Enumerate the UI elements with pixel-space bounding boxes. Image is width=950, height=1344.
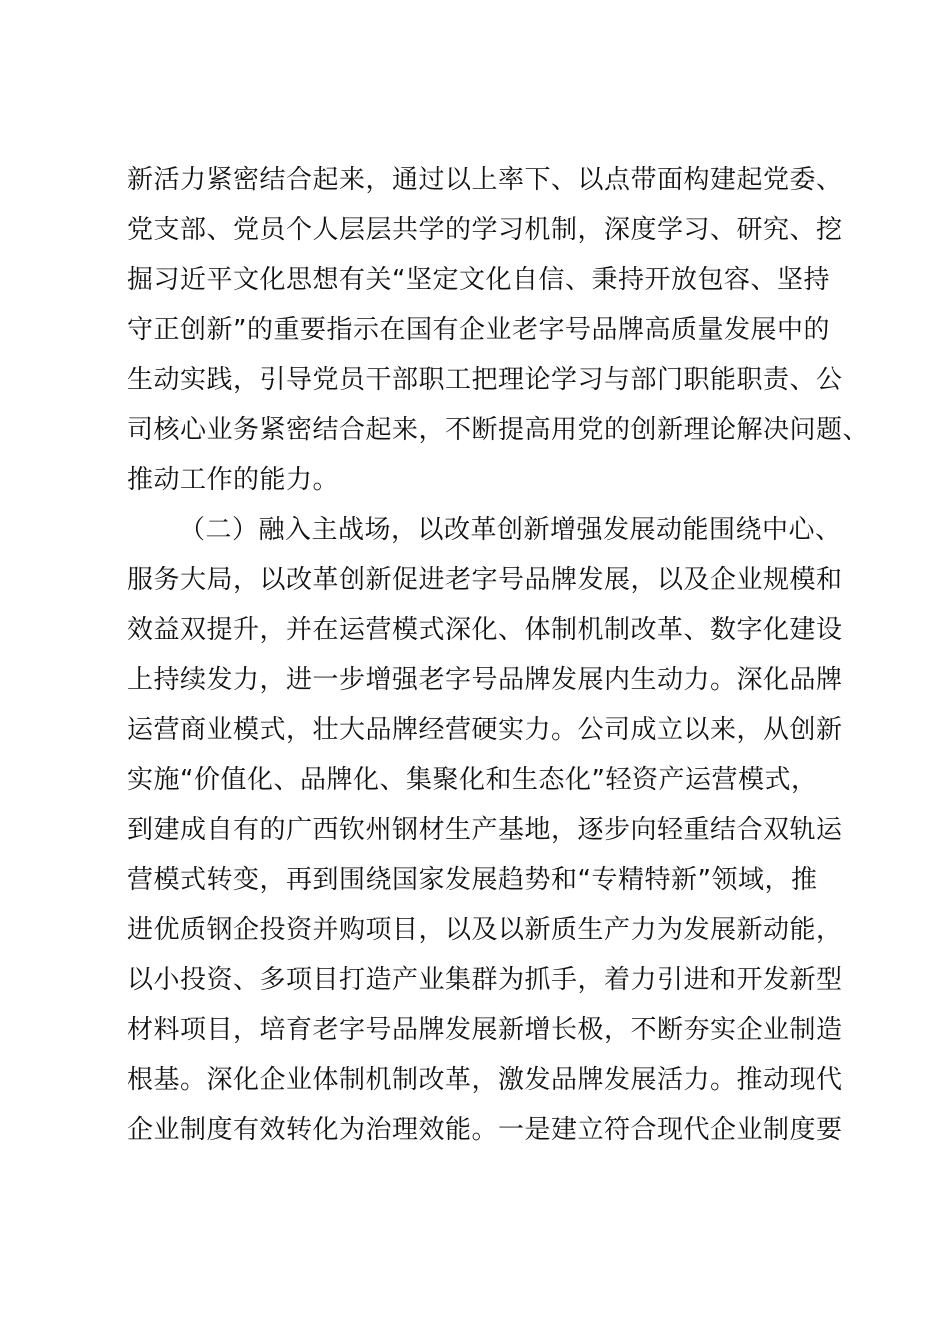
- text-line: 服务大局，以改革创新促进老字号品牌发展，以及企业规模和: [127, 565, 843, 595]
- text-line: 党支部、党员个人层层共学的学习机制，深度学习、研究、挖: [127, 215, 843, 245]
- body-text: [127, 155, 870, 1155]
- text-line: 掘习近平文化思想有关“坚定文化自信、秉持开放包容、坚持: [127, 265, 830, 295]
- text-line: 以小投资、多项目打造产业集群为抓手，着力引进和开发新型: [127, 965, 843, 995]
- text-line: 实施“价值化、品牌化、集聚化和生态化”轻资产运营模式，: [127, 765, 818, 795]
- text-line: 材料项目，培育老字号品牌发展新增长极，不断夯实企业制造: [127, 1015, 843, 1045]
- text-line: 守正创新”的重要指示在国有企业老字号品牌高质量发展中的: [127, 315, 830, 345]
- text-line: 上持续发力，进一步增强老字号品牌发展内生动力。深化品牌: [127, 665, 843, 695]
- text-line: 效益双提升，并在运营模式深化、体制机制改革、数字化建设: [127, 615, 843, 645]
- text-line: 进优质钢企投资并购项目，以及以新质生产力为发展新动能，: [127, 915, 843, 945]
- text-line: 运营商业模式，壮大品牌经营硬实力。公司成立以来，从创新: [127, 715, 843, 745]
- section-heading-line: （二）融入主战场，以改革创新增强发展动能围绕中心、: [179, 515, 842, 545]
- text-line: 营模式转变，再到围绕国家发展趋势和“专精特新”领域，推: [127, 865, 818, 895]
- text-line: 司核心业务紧密结合起来，不断提高用党的创新理论解决问题、: [127, 415, 870, 445]
- text-line: 到建成自有的广西钦州钢材生产基地，逐步向轻重结合双轨运: [127, 815, 843, 845]
- text-line: 生动实践，引导党员干部职工把理论学习与部门职能职责、公: [127, 365, 843, 395]
- text-line: 新活力紧密结合起来，通过以上率下、以点带面构建起党委、: [127, 165, 843, 195]
- text-line: 推动工作的能力。: [127, 465, 340, 495]
- text-line: 根基。深化企业体制机制改革，激发品牌发展活力。推动现代: [127, 1065, 843, 1095]
- text-line: 企业制度有效转化为治理效能。一是建立符合现代企业制度要: [127, 1115, 843, 1145]
